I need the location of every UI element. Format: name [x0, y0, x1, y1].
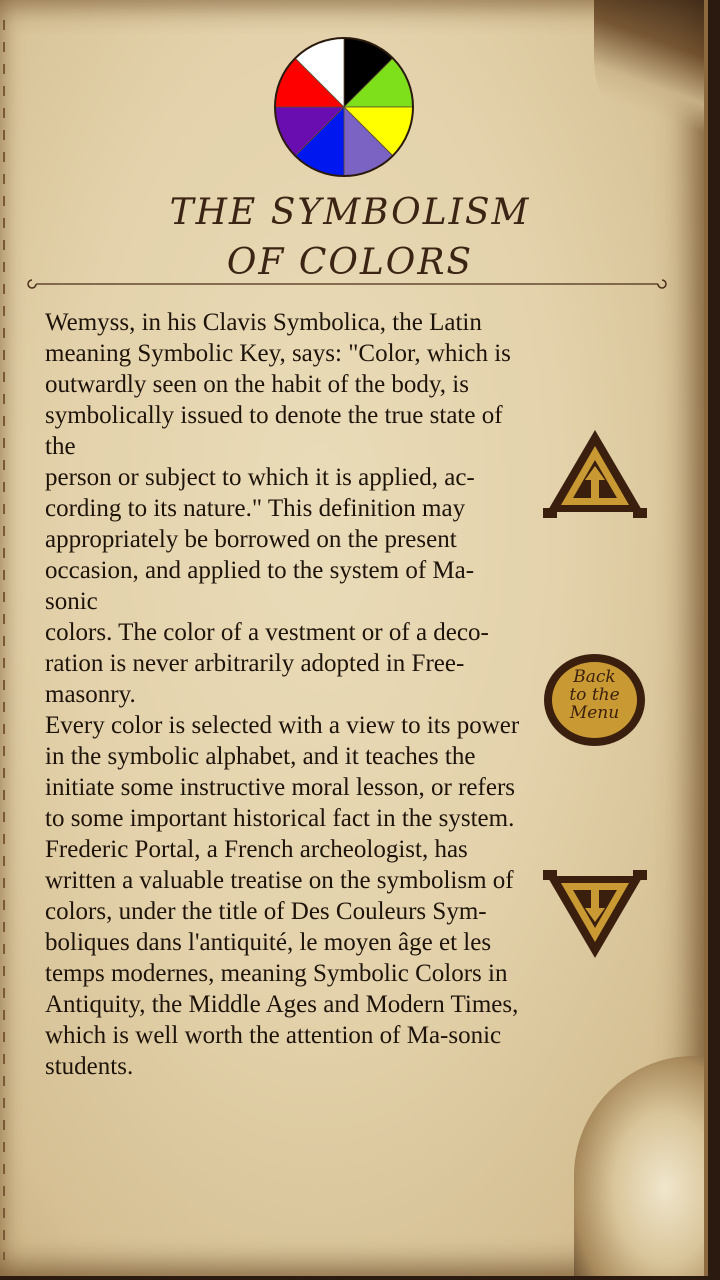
back-to-menu-label: Back to the Menu: [569, 667, 620, 723]
article-text: Wemyss, in his Clavis Symbolica, the Latin meaning Symbolic Key, says: "Color, which is outwardly seen on the habit of the body, is symbolically issued to denote the true state of the person or subject to which it is applied, ac-cording to its nature." This definition may appropriately be borrowed on the present occasion, and applied to the system of Ma-sonic colors. The color of a vestment or of a deco-ration is never arbitrarily adopted in Free-masonry. Every color is selected with a view to its power in the symbolic alphabet, and it teaches the initiate some instructive moral lesson, or refers to some important historical fact in the system. Frederic Portal, a French archeologist, has written a valuable treatise on the symbolism of colors, under the title of Des Couleurs Sym-boliques dans l'antiquité, le moyen âge et les temps modernes, meaning Symbolic Colors in Antiquity, the Middle Ages and Modern Times, which is well worth the attention of Ma-sonic students.: [45, 309, 520, 1080]
triangle-down-arrow-icon: [543, 868, 647, 960]
scroll-down-button[interactable]: [543, 868, 647, 960]
page-title: THE SYMBOLISM OF COLORS: [169, 192, 531, 283]
page-curl-top: [594, 0, 704, 150]
title-divider: [24, 276, 670, 292]
page-curl-bottom: [574, 1056, 704, 1276]
triangle-up-arrow-icon: [543, 428, 647, 520]
color-wheel-icon: [273, 36, 415, 178]
scroll-up-button[interactable]: [543, 428, 647, 520]
left-stitch-border: [3, 20, 5, 1260]
back-to-menu-button[interactable]: [544, 654, 645, 746]
